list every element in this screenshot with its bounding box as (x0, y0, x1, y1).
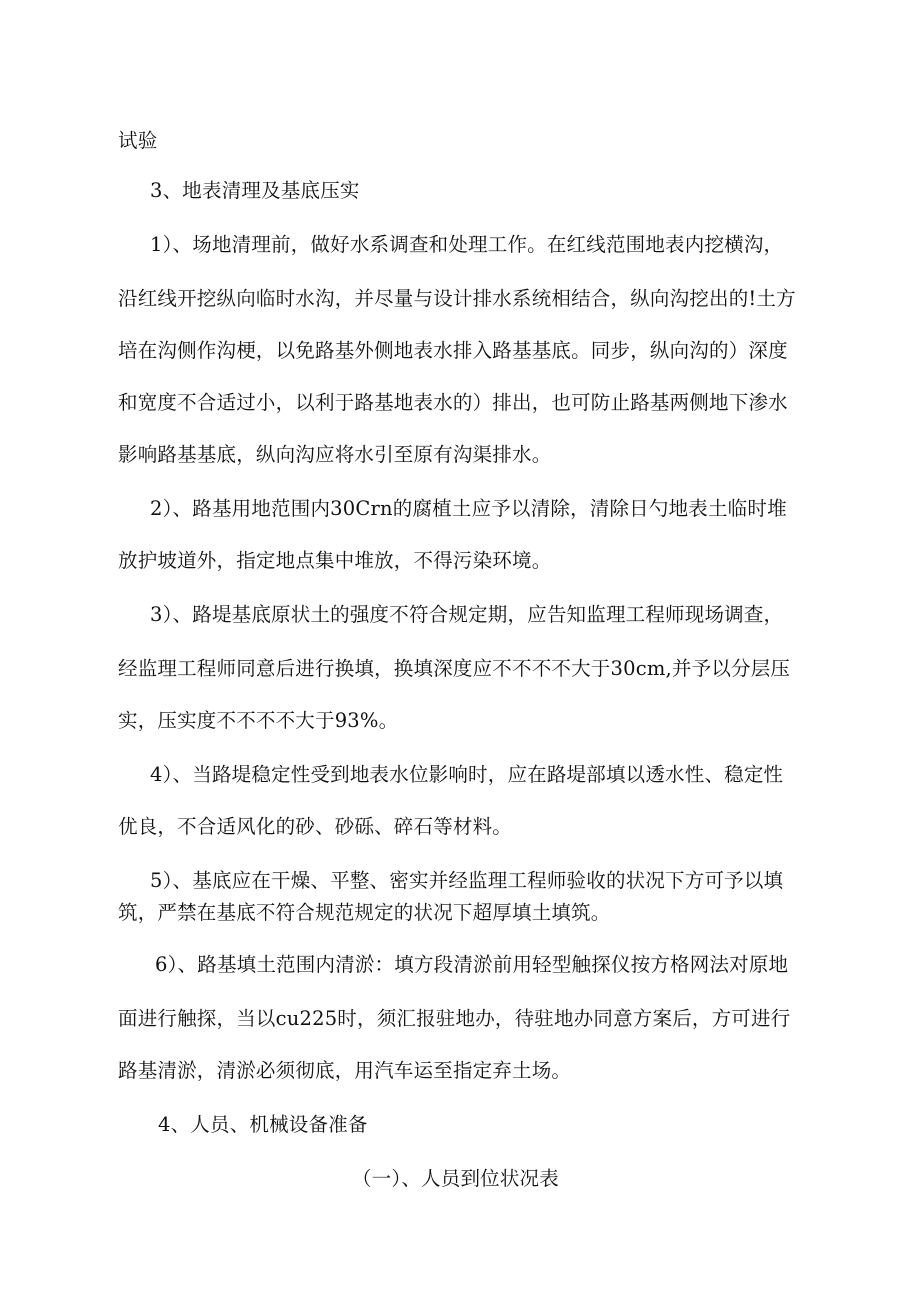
section-3-heading: 3、地表清理及基底压实 (150, 179, 360, 202)
paragraph-line: 影响路基基底，纵向沟应将水引至原有沟渠排水。 (118, 443, 552, 466)
paragraph-line: 实，压实度不不不不大于93%。 (118, 709, 399, 732)
paragraph-line: 1）、场地清理前，做好水系调查和处理工作。在红线范围地表内挖横沟， (150, 233, 784, 256)
paragraph-line: 和宽度不合适过小，以利于路基地表水的）排出，也可防止路基两侧地下渗水 (118, 391, 788, 414)
paragraph-line: 4）、当路堤稳定性受到地表水位影响时，应在路堤部填以透水性、稳定性 (150, 763, 784, 786)
section-4-heading: 4、人员、机械设备准备 (158, 1113, 368, 1136)
paragraph-line: 面进行触探，当以cu225时，须汇报驻地办，待驻地办同意方案后，方可进行 (118, 1007, 791, 1030)
paragraph-line: 培在沟侧作沟梗，以免路基外侧地表水排入路基基底。同步，纵向沟的）深度 (118, 339, 788, 362)
paragraph-line: 筑，严禁在基底不符合规范规定的状况下超厚填土填筑。 (118, 901, 611, 924)
paragraph-line: 经监理工程师同意后进行换填，换填深度应不不不不大于30cm,并予以分层压 (118, 657, 791, 680)
paragraph-line: 优良，不合适风化的砂、砂砾、碎石等材料。 (118, 815, 513, 838)
table-caption: （一）、人员到位状况表 (352, 1167, 559, 1190)
text-line-top: 试验 (118, 129, 158, 152)
paragraph-line: 2）、路基用地范围内30Crn的腐植土应予以清除，清除日勺地表土临时堆 (150, 497, 787, 520)
paragraph-line: 放护坡道外，指定地点集中堆放，不得污染环境。 (118, 549, 552, 572)
paragraph-line: 6）、路基填土范围内清淤：填方段清淤前用轻型触探仪按方格网法对原地 (155, 953, 789, 976)
paragraph-line: 3）、路堤基底原状土的强度不符合规定期，应告知监理工程师现场调查， (150, 603, 784, 626)
paragraph-line: 路基清淤，清淤必须彻底，用汽车运至指定弃土场。 (118, 1059, 572, 1082)
paragraph-line: 5）、基底应在干燥、平整、密实并经监理工程师验收的状况下方可予以填 (150, 869, 784, 892)
paragraph-line: 沿红线开挖纵向临时水沟，并尽量与设计排水系统相结合，纵向沟挖出的!土方 (118, 287, 796, 310)
